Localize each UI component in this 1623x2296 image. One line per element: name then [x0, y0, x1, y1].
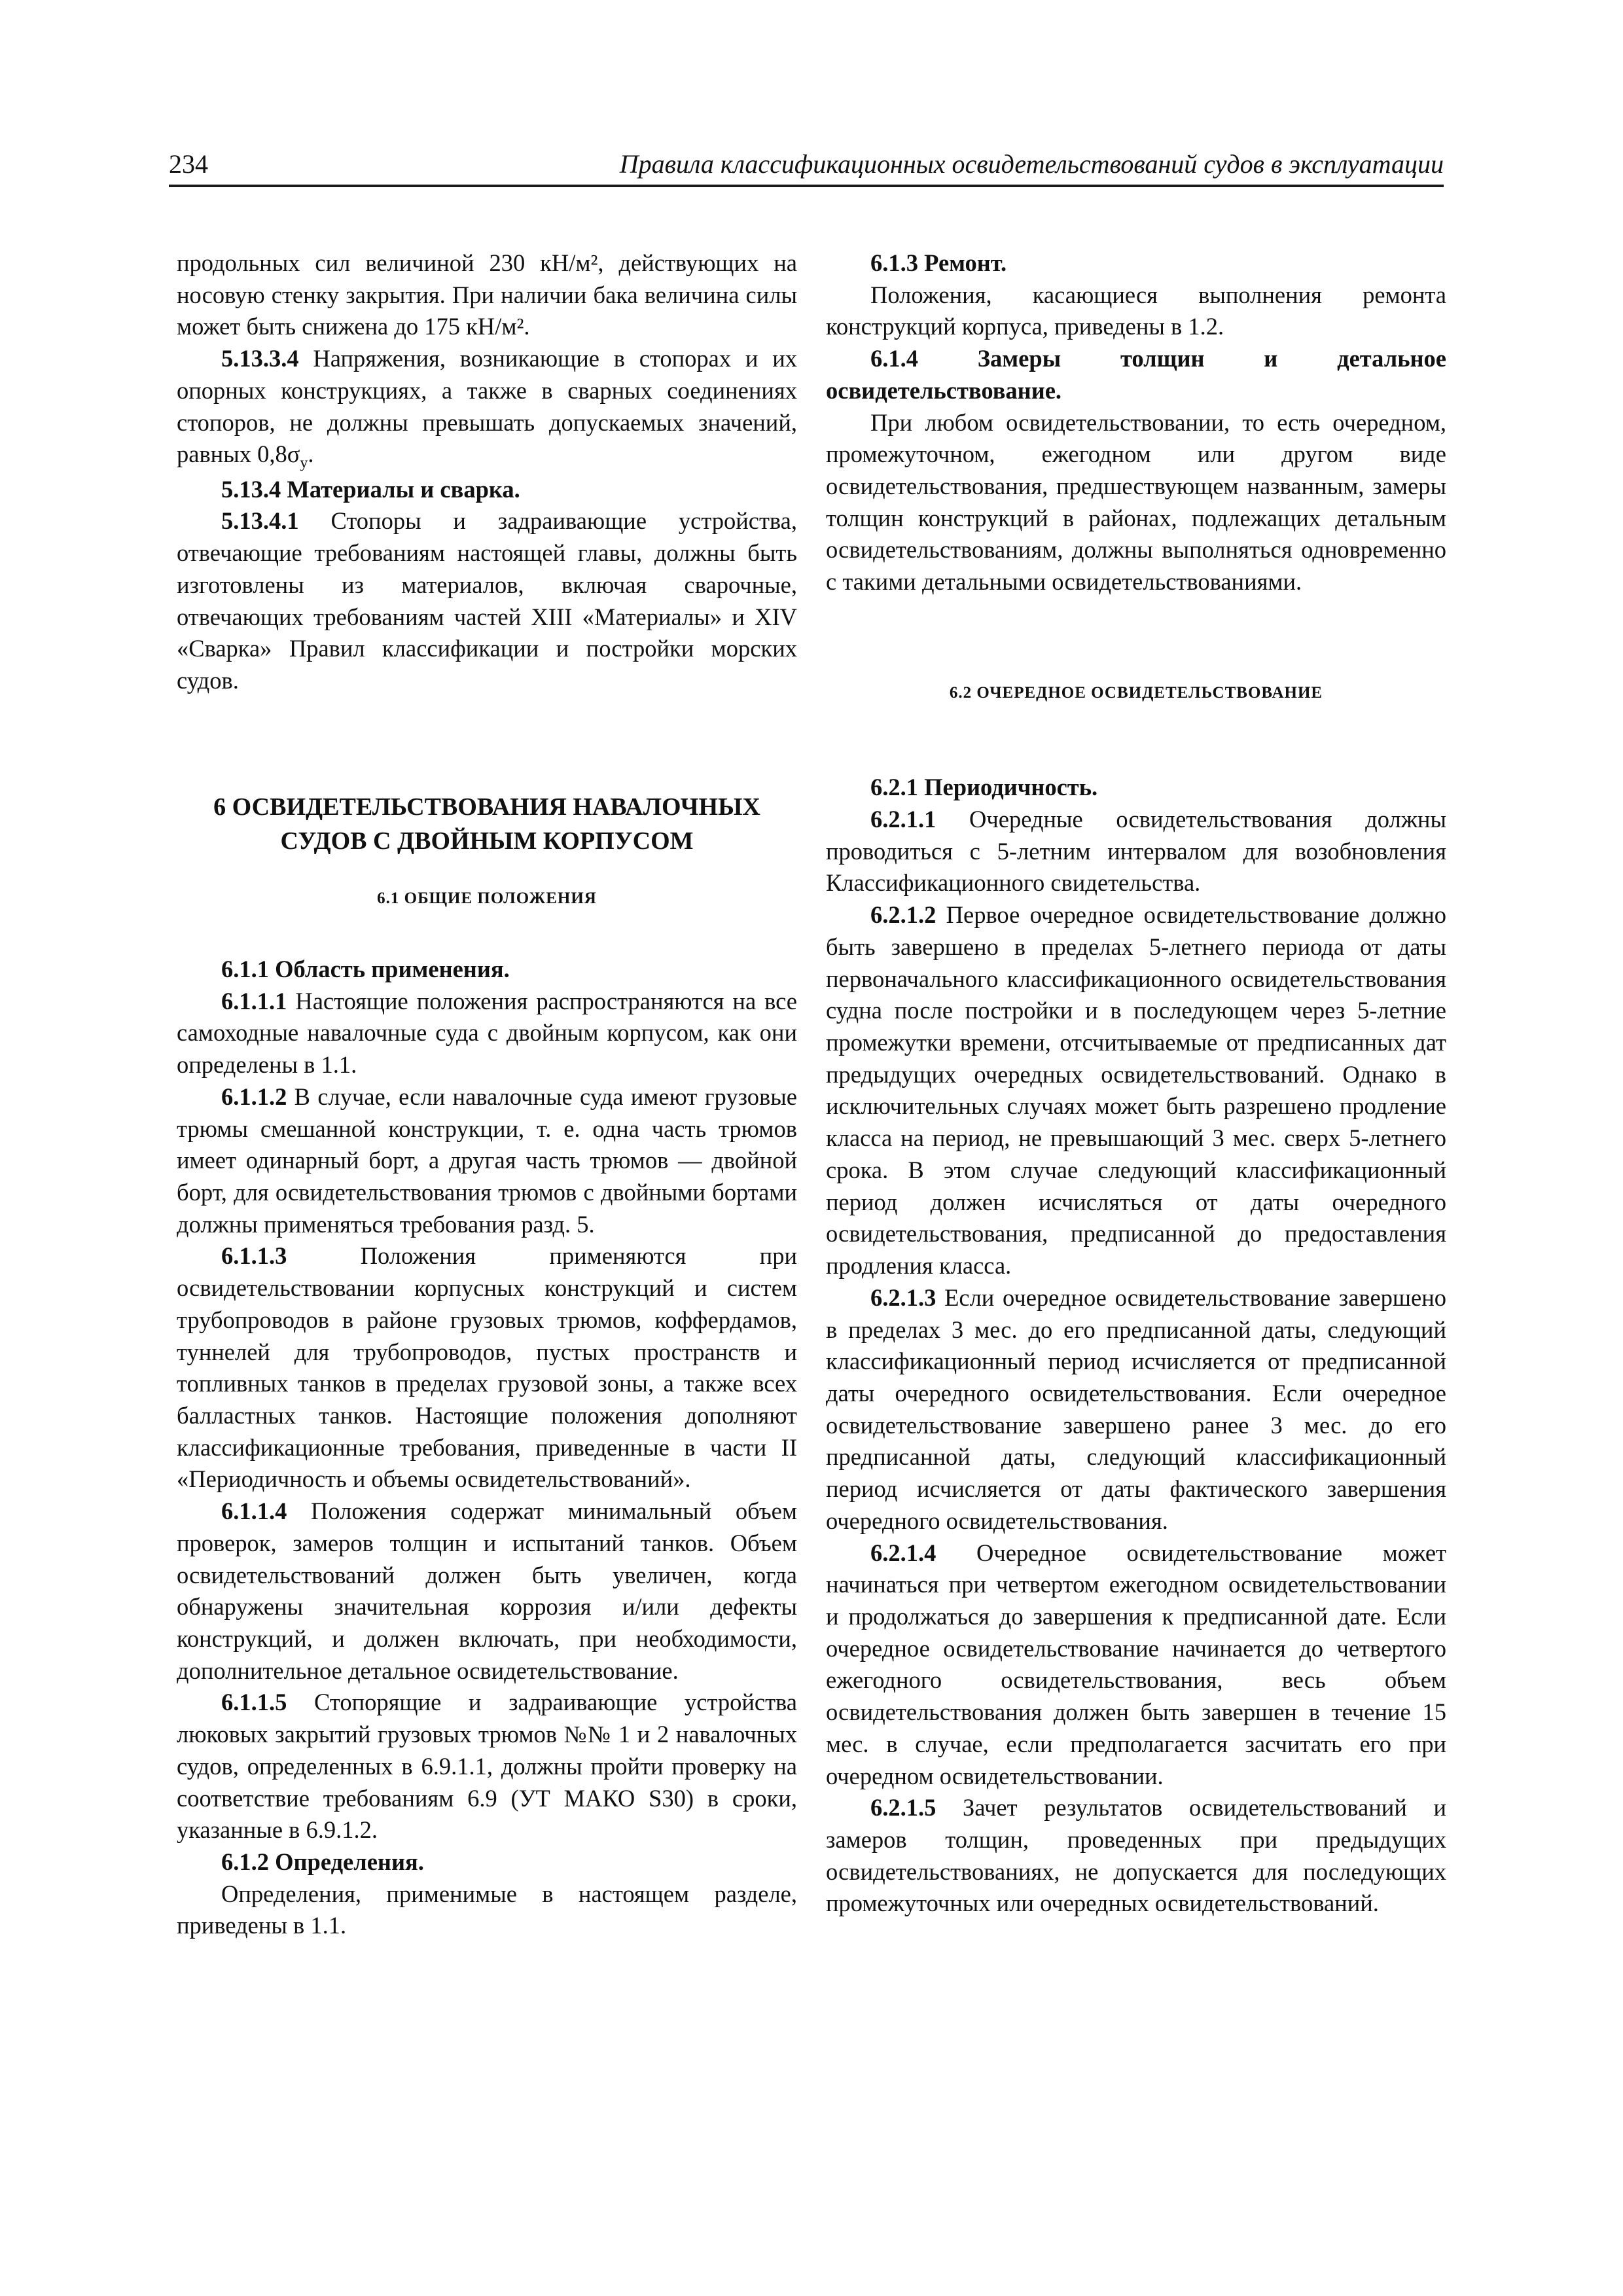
paragraph-6-1-1-5: [177, 1687, 797, 1846]
paragraph-6-2-1-3: [826, 1282, 1446, 1537]
paragraph-continued: продольных сил величиной 230 кН/м², действующих на носовую стенку закрытия. При наличии бака величина силы может быть снижена до 175 кН/м².: [177, 249, 797, 340]
clause-text: Настоящие положения распространяются на все самоходные навалочные суда с двойным корпусом, как они определены в 1.1.: [177, 987, 797, 1079]
clause-text: Стопорящие и задраивающие устройства люковых закрытий грузовых трюмов №№ 1 и 2 навалочных судов, определенных в 6.9.1.1, должны пройти проверку на соответствие требованиям 6.9 (УТ МАКО S30) в сроки, указанные в 6.9.1.2.: [177, 1689, 797, 1844]
clause-number: 6.2.1.1: [870, 806, 936, 833]
paragraph-6-2-1-1: [826, 804, 1446, 899]
sigma-subscript: y: [300, 454, 308, 472]
paragraph-6-1-1-2: [177, 1081, 797, 1241]
clause-text: Очередное освидетельствование может начинаться при четвертом ежегодном освидетельствовании и продолжаться до завершения к предписанной дате. Если очередное освидетельствование начинается до четвертого ежегодного освидетельствования, весь объем освидетельствования должен быть завершен в течение 15 мес. в случае, если предполагается засчитать его при очередном освидетельствовании.: [826, 1539, 1446, 1789]
section-6-1-title: 6.1 ОБЩИЕ ПОЛОЖЕНИЯ: [377, 889, 597, 907]
clause-number: 6.2.1.5: [870, 1794, 936, 1821]
clause-text: Положения применяются при освидетельствовании корпусных конструкций и систем трубопроводов в районе грузовых трюмов, коффердамов, туннелей для трубопроводов, пустых пространств и топливных танков в пределах грузовой зоны, а также всех балластных танков. Настоящие положения дополняют классификационные требования, приведенные в части II «Периодичность и объемы освидетельствований».: [177, 1242, 797, 1493]
paragraph-6-2-1-2: [826, 899, 1446, 1282]
page-header: [169, 145, 1444, 187]
clause-number: 6.2.1.2: [870, 901, 936, 929]
clause-text: Если очередное освидетельствование завершено в пределах 3 мес. до его предписанной даты, следующий классификационный период исчисляется от предписанной даты очередного освидетельствования. Если очередное освидетельствование завершено ранее 3 мес. до его предписанной даты, следующий классификационный период исчисляется от даты фактического завершения очередного освидетельствования.: [826, 1283, 1446, 1534]
paragraph-6-1-4: При любом освидетельствовании, то есть очередном, промежуточном, ежегодном или другом виде освидетельствования, предшествующем названным, замеры толщин конструкций в районах, подлежащих детальным освидетельствованиям, должны выполняться одновременно с такими детальными освидетельствованиями.: [826, 408, 1446, 596]
clause-text: Зачет результатов освидетельствований и замеров толщин, проведенных при предыдущих освидетельствованиях, не допускается для последующих промежуточных или очередных освидетельствований.: [826, 1794, 1446, 1917]
paragraph-6-1-1-4: [177, 1496, 797, 1687]
paragraph-5-13-3-4: 5.13.3.4 Напряжения, возникающие в стопорах и их опорных конструкциях, а также в сварных соединениях стопоров, не должны превышать допускаемых значений, равных $0,8\sigma_y$.: [177, 345, 797, 472]
page-number: 234: [169, 149, 208, 179]
clause-text: Стопоры и задраивающие устройства, отвечающие требованиям настоящей главы, должны быть изготовлены из материалов, включая сварочные, отвечающих требованиям частей XIII «Материалы» и XIV «Сварка» Правил классификации и постройки морских судов.: [177, 507, 797, 694]
heading-6-1-4: 6.1.4 Замеры толщин и детальное освидетельствование.: [826, 345, 1446, 404]
clause-text: Первое очередное освидетельствование должно быть завершено в пределах 5-летнего периода от даты первоначального классификационного освидетельствования судна после постройки и в последующем через 5-летние промежутки времени, отсчитываемые от предписанных дат предыдущих очередных освидетельствований. Однако в исключительных случаях может быть разрешено продление класса на период, не превышающий 3 мес. сверх 5-летнего срока. В этом случае следующий классификационный период должен исчисляться от даты очередного освидетельствования, предписанной до предоставления продления класса.: [826, 901, 1446, 1280]
paragraph-6-1-3: Положения, касающиеся выполнения ремонта конструкций корпуса, приведены в 1.2.: [826, 281, 1446, 340]
heading-6-1-1: 6.1.1 Область применения.: [221, 955, 510, 982]
paragraph-6-2-1-4: [826, 1537, 1446, 1793]
clause-text: В случае, если навалочные суда имеют грузовые трюмы смешанной конструкции, т. е. одна часть трюмов имеет одинарный борт, а другая часть трюмов — двойной борт, для освидетельствования трюмов с двойными бортами должны применяться требования разд. 5.: [177, 1083, 797, 1238]
clause-number: 6.1.1.2: [221, 1083, 287, 1110]
clause-number: 6.1.1.4: [221, 1498, 287, 1525]
clause-number: 6.1.1.5: [221, 1689, 287, 1716]
chapter-6-title-line1: 6 ОСВИДЕТЕЛЬСТВОВАНИЯ НАВАЛОЧНЫХ: [213, 793, 760, 821]
section-6-2-title: 6.2 ОЧЕРЕДНОЕ ОСВИДЕТЕЛЬСТВОВАНИЕ: [949, 683, 1323, 702]
heading-5-13-4: 5.13.4 Материалы и сварка.: [221, 475, 520, 503]
clause-number: 6.1.1.3: [221, 1242, 287, 1270]
chapter-6-title-line2: СУДОВ С ДВОЙНЫМ КОРПУСОМ: [280, 827, 694, 855]
paragraph-6-1-1-3: [177, 1240, 797, 1496]
paragraph-5-13-4-1: [177, 505, 797, 696]
heading-6-1-2: 6.1.2 Определения.: [221, 1848, 424, 1876]
clause-text: Напряжения, возникающие в стопорах и их опорных конструкциях, а также в сварных соединениях стопоров, не должны превышать допускаемых значений, равных 0,8σ: [177, 345, 797, 468]
paragraph-6-1-1-1: [177, 986, 797, 1081]
heading-6-1-3: 6.1.3 Ремонт.: [870, 249, 1007, 276]
clause-number: 6.1.1.1: [221, 987, 287, 1014]
clause-number: 5.13.4.1: [221, 507, 299, 535]
paragraph-6-1-2: Определения, применимые в настоящем разделе, приведены в 1.1.: [177, 1880, 797, 1939]
clause-number: 6.2.1.4: [870, 1539, 936, 1566]
clause-text: Очередные освидетельствования должны проводиться с 5-летним интервалом для возобновления Классификационного свидетельства.: [826, 806, 1446, 897]
right-column: [826, 247, 1446, 1920]
clause-number: 5.13.3.4: [221, 345, 299, 372]
heading-6-2-1: 6.2.1 Периодичность.: [870, 774, 1098, 801]
clause-number: 6.2.1.3: [870, 1283, 936, 1311]
left-column: [177, 247, 797, 1942]
running-title: Правила классификационных освидетельствований судов в эксплуатации: [619, 149, 1444, 179]
paragraph-6-2-1-5: [826, 1792, 1446, 1920]
clause-text: Положения содержат минимальный объем проверок, замеров толщин и испытаний танков. Объем освидетельствований должен быть увеличен, когда обнаружены значительная коррозия и/или дефекты конструкций, и должен включать, при необходимости, дополнительное детальное освидетельствование.: [177, 1498, 797, 1684]
chapter-6-title: [177, 790, 797, 859]
